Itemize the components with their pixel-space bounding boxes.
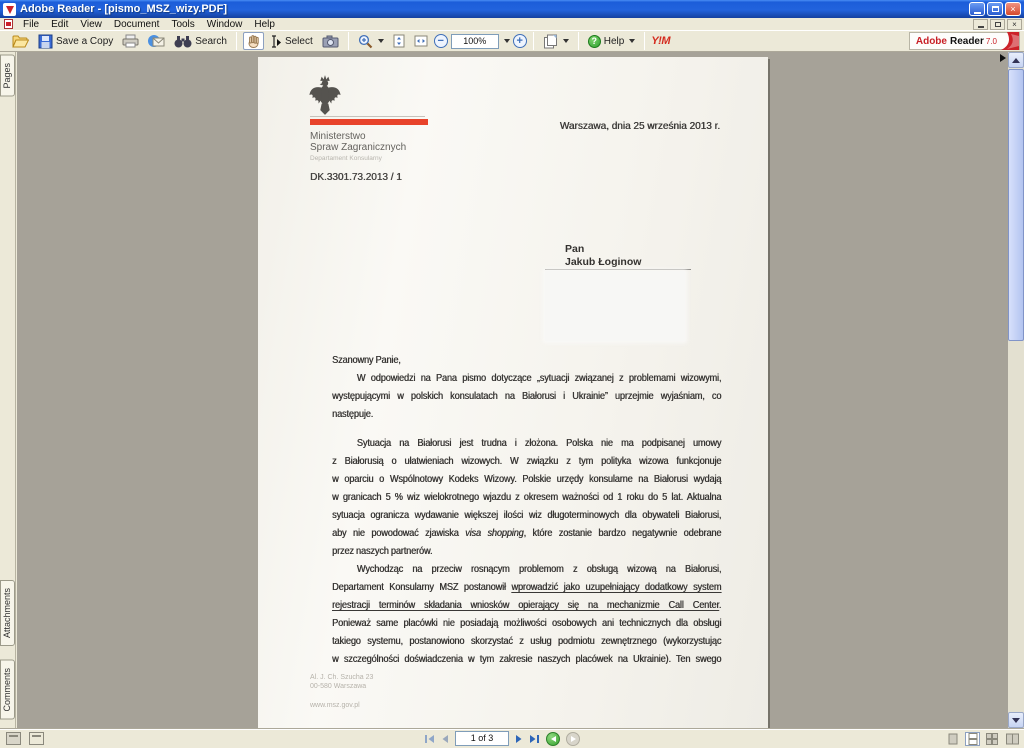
save-a-copy-button[interactable]: [35, 33, 116, 50]
single-page-layout-button[interactable]: [945, 732, 960, 746]
fit-width-button[interactable]: [411, 34, 431, 48]
print-icon: [122, 34, 139, 48]
pane-options-arrow-icon[interactable]: [1000, 54, 1006, 62]
menu-tools[interactable]: Tools: [171, 18, 195, 30]
save-icon: [38, 34, 53, 49]
brand-adobe-label: Adobe: [915, 35, 947, 47]
document-icon: [4, 19, 13, 29]
vertical-scrollbar[interactable]: [1008, 52, 1024, 728]
chevron-down-icon: [378, 39, 384, 43]
letter-line: przez naszych partnerów.: [332, 546, 433, 557]
chevron-down-icon: [563, 39, 569, 43]
next-view-button[interactable]: [566, 732, 580, 746]
toolbar-separator: [533, 32, 534, 50]
addressee-name: Jakub Łoginow: [565, 256, 642, 268]
close-button[interactable]: [1005, 2, 1021, 16]
search-button[interactable]: [171, 34, 230, 49]
pdf-page: [258, 57, 768, 728]
department-name: Departament Konsularny: [310, 155, 382, 162]
zoom-out-button[interactable]: [434, 34, 448, 48]
toolbar: [0, 30, 1024, 52]
minimize-button[interactable]: [969, 2, 985, 16]
open-folder-icon: [12, 34, 29, 48]
letter-line: takiego systemu, postanowiono skorzystać z usług podmiotu zewnętrznego (wykorzystując: [332, 636, 722, 647]
toolbar-separator: [236, 32, 237, 50]
document-status-icon[interactable]: [6, 732, 21, 745]
statusbar: [0, 728, 1024, 748]
addressee-title: Pan: [565, 243, 585, 255]
document-properties-icon[interactable]: [29, 732, 44, 745]
addressee-underline: [545, 269, 691, 270]
last-page-button[interactable]: [529, 734, 540, 744]
scroll-down-button[interactable]: [1008, 712, 1024, 728]
help-label: Help: [603, 35, 625, 47]
redacted-address-area: [545, 271, 685, 341]
hand-icon: [247, 34, 260, 48]
camera-icon: [322, 35, 339, 48]
help-button[interactable]: [585, 34, 639, 49]
adobe-reader-app-icon: [3, 3, 16, 16]
yahoo-messenger-button[interactable]: Y!M: [651, 35, 670, 47]
scrollbar-thumb[interactable]: [1008, 69, 1024, 341]
letter-line: w oparciu o Wspólnotowy Kodeks Wizowy. Polskie urzędy konsularne na Białorusi wydają: [332, 474, 722, 485]
arrow-left-icon: [551, 736, 556, 742]
help-icon: ?: [588, 35, 601, 48]
letter-line: w granicach 5 % wiz wielokrotnego wjazdu z okresem ważności od 1 roku do 5 lat. Aktualna: [332, 492, 722, 503]
zoom-dropdown-icon[interactable]: [504, 39, 510, 43]
previous-view-button[interactable]: [546, 732, 560, 746]
footer-address-line2: 00-580 Warszawa: [310, 683, 367, 690]
document-pane: [17, 52, 1008, 728]
page-indicator-input[interactable]: 1 of 3: [455, 731, 509, 746]
zoom-tool-button[interactable]: [355, 33, 387, 50]
minimize-icon: [978, 26, 984, 28]
navigation-panel-strip: [0, 52, 16, 728]
select-ibeam-icon: [270, 35, 282, 48]
page-display-button[interactable]: [540, 33, 572, 50]
zoom-out-icon: −: [437, 34, 444, 47]
letter-line: W odpowiedzi na Pana pismo dotyczące „sytuacji związanej z problemami wizowymi,: [356, 373, 722, 384]
letter-paragraph-3: [332, 561, 721, 669]
adobe-swoosh-icon: [999, 32, 1019, 50]
brand-version-label: 7.0: [985, 36, 997, 46]
tab-comments[interactable]: Comments: [0, 660, 15, 720]
letter-body: [332, 352, 721, 669]
mdi-restore-button[interactable]: [990, 19, 1005, 30]
footer-website: www.msz.gov.pl: [310, 702, 360, 709]
arrow-down-icon: [1012, 718, 1020, 723]
menu-file[interactable]: File: [23, 18, 40, 30]
letter-line: następuje.: [332, 409, 373, 420]
menubar: [0, 18, 1024, 30]
tab-pages[interactable]: Pages: [0, 55, 15, 97]
addressee-block: [565, 243, 641, 269]
page-navigation: [424, 731, 580, 746]
previous-page-button[interactable]: [441, 734, 449, 744]
zoom-level-value: 100%: [463, 36, 487, 46]
restore-button[interactable]: [987, 2, 1003, 16]
search-label: Search: [195, 35, 227, 47]
actual-size-icon: [393, 34, 405, 48]
close-icon: ×: [1012, 19, 1017, 29]
close-icon: ×: [1010, 4, 1016, 14]
place-and-date: Warszawa, dnia 25 września 2013 r.: [559, 121, 720, 132]
snapshot-button[interactable]: [319, 34, 342, 49]
print-button[interactable]: [119, 33, 142, 49]
footer-address-line1: Al. J. Ch. Szucha 23: [310, 674, 374, 681]
chevron-down-icon: [629, 39, 635, 43]
titlebar: [0, 0, 1024, 18]
ministry-name: [310, 131, 406, 153]
toolbar-separator: [348, 32, 349, 50]
page-layout-controls: [945, 732, 1020, 746]
tab-attachments[interactable]: Attachments: [0, 580, 15, 646]
menu-window[interactable]: Window: [206, 18, 243, 30]
window-title: Adobe Reader - [pismo_MSZ_wizy.PDF]: [20, 3, 227, 15]
facing-layout-button[interactable]: [1005, 732, 1020, 746]
letter-salutation: Szanowny Panie,: [332, 355, 401, 366]
select-tool-button[interactable]: [267, 34, 316, 49]
continuous-layout-button[interactable]: [965, 732, 980, 746]
letter-line: Sytuacja na Białorusi jest trudna i złożona. Polska nie ma podpisanej umowy: [356, 438, 722, 449]
fit-width-icon: [414, 35, 428, 47]
letter-line: z Białorusią o ułatwieniach wizowych. W związku z tym polityka wizowa funkcjonuje: [332, 456, 722, 467]
letter-line: rejestracji terminów składania wniosków opierający się na mechanizmie Call Center.: [332, 600, 722, 611]
mdi-minimize-button[interactable]: [973, 19, 988, 30]
toolbar-separator: [578, 32, 579, 50]
polish-eagle-emblem: [308, 73, 342, 117]
magnifier-plus-icon: [358, 34, 373, 49]
menu-help[interactable]: Help: [254, 18, 275, 30]
toolbar-separator: [644, 32, 645, 50]
letter-line: występującymi w polskich konsulatach na Białorusi i Ukrainie” uprzejmie wyjaśniam, co: [332, 391, 722, 402]
email-button[interactable]: [145, 33, 168, 49]
save-a-copy-label: Save a Copy: [56, 35, 114, 47]
letter-paragraph-1: [332, 370, 721, 424]
letter-line: aby nie powodować zjawiska visa shopping, które zostanie bardzo negatywnie odebrane: [332, 528, 722, 539]
search-binoculars-icon: [174, 35, 192, 48]
next-page-button[interactable]: [515, 734, 523, 744]
letterhead-red-bar: [310, 119, 428, 125]
restore-icon: [992, 6, 999, 12]
scroll-up-button[interactable]: [1008, 52, 1024, 68]
arrow-up-icon: [1012, 58, 1020, 63]
minimize-icon: [974, 12, 981, 14]
zoom-in-icon: +: [516, 34, 523, 47]
open-button[interactable]: [9, 33, 32, 49]
continuous-facing-layout-button[interactable]: [985, 732, 1000, 746]
actual-size-button[interactable]: [390, 33, 408, 49]
adobe-reader-brand: [909, 32, 1020, 50]
letter-line: Wychodząc na przeciw rosnącym problemom z obsługą wizową na Białorusi,: [356, 564, 722, 575]
pages-icon: [543, 34, 558, 49]
arrow-right-icon: [571, 736, 576, 742]
letter-line: Departament Konsularny MSZ postanowił wprowadzić jako uzupełniający dodatkowy system: [332, 582, 722, 593]
select-label: Select: [284, 35, 313, 47]
letter-line: w szczególności doświadczenia w tym zakresie naszych placówek na Ukrainie). Ten swego: [332, 654, 722, 665]
first-page-button[interactable]: [424, 734, 435, 744]
letter-line: Ponieważ same placówki nie posiadają możliwości osobowych ani technicznych dla obsługi: [332, 618, 722, 629]
email-icon: [148, 34, 165, 48]
brand-reader-label: Reader: [949, 35, 984, 47]
menu-edit[interactable]: Edit: [51, 18, 69, 30]
hand-tool-button[interactable]: [243, 32, 264, 50]
ministry-line2: Spraw Zagranicznych: [310, 142, 407, 153]
letterhead-divider: [310, 116, 425, 117]
menu-document[interactable]: Document: [113, 18, 160, 30]
restore-icon: [995, 22, 1001, 27]
mdi-close-button[interactable]: [1007, 19, 1022, 30]
letter-line: sytuacja ogranicza wydawanie większej ilości wiz długoterminowych dla obywateli Białorusi,: [332, 510, 722, 521]
letterhead-footer: [310, 673, 373, 710]
zoom-in-button[interactable]: [513, 34, 527, 48]
reference-number: DK.3301.73.2013 / 1: [310, 172, 402, 183]
letter-paragraph-2: [332, 435, 721, 561]
menu-view[interactable]: View: [80, 18, 102, 30]
workspace: [0, 52, 1024, 728]
ministry-line1: Ministerstwo: [310, 131, 366, 142]
zoom-level-combobox[interactable]: [451, 34, 499, 49]
